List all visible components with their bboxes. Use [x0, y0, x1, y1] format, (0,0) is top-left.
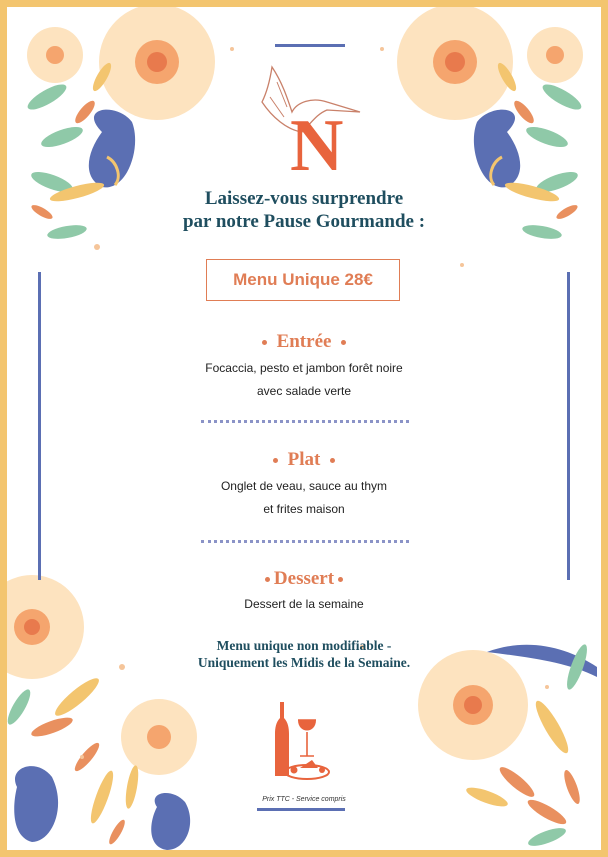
- bullet-dot: [330, 458, 335, 463]
- section-items-plat: [7, 475, 601, 521]
- menu-item: avec salade verte: [256, 384, 352, 398]
- section-heading-entree: [7, 331, 601, 353]
- menu-item: Focaccia, pesto et jambon forêt noire: [205, 361, 403, 375]
- menu-price-label: Menu Unique 28€: [233, 270, 373, 289]
- menu-item: Onglet de veau, sauce au thym: [220, 479, 388, 493]
- section-items-dessert: [7, 593, 601, 616]
- section-heading-label: Dessert: [273, 568, 335, 589]
- note-line: Uniquement les Midis de la Semaine.: [197, 655, 411, 670]
- bullet-dot: [341, 340, 346, 345]
- menu-price-box: [206, 259, 400, 301]
- heron-icon: [242, 62, 367, 177]
- section-heading-dessert: [7, 568, 601, 590]
- page-title: [147, 187, 461, 233]
- bullet-dot: [273, 458, 278, 463]
- title-line: Laissez-vous surprendre: [204, 188, 404, 209]
- title-line: par notre Pause Gourmande :: [182, 211, 426, 232]
- bullet-dot: [262, 340, 267, 345]
- section-items-entree: [7, 357, 601, 403]
- section-heading-plat: [7, 449, 601, 471]
- bullet-dot: [265, 577, 270, 582]
- menu-card: [7, 7, 601, 850]
- top-bar: [275, 44, 345, 47]
- footer-note: [7, 796, 601, 803]
- right-rule: [567, 272, 570, 580]
- bottom-bar: [257, 808, 345, 811]
- section-heading-label: Plat: [287, 449, 321, 470]
- footer-text: Prix TTC - Service compris: [262, 796, 346, 803]
- bullet-dot: [338, 577, 343, 582]
- svg-text:N: N: [290, 105, 344, 177]
- menu-note: [157, 637, 451, 671]
- dotted-divider: [201, 540, 409, 543]
- left-rule: [38, 272, 41, 580]
- leaf-icon: [24, 80, 87, 241]
- section-heading-label: Entrée: [276, 331, 332, 352]
- dotted-divider: [201, 420, 409, 423]
- menu-item: Dessert de la semaine: [244, 597, 364, 611]
- menu-item: et frites maison: [263, 502, 345, 516]
- note-line: Menu unique non modifiable -: [216, 638, 392, 653]
- wine-cheese-icon: [272, 700, 332, 780]
